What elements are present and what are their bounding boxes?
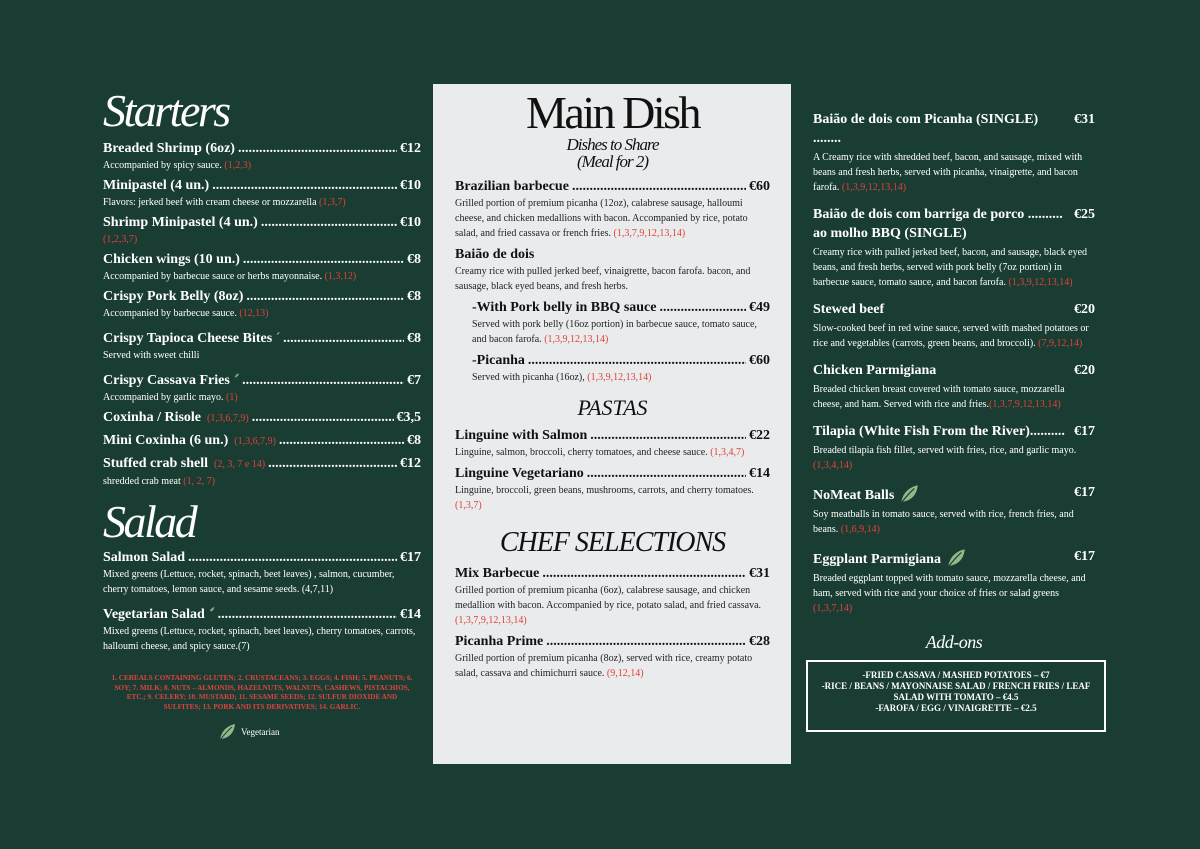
allergen-codes: (12,13)	[239, 308, 269, 319]
dot-leader	[546, 633, 746, 651]
menu-item-description	[455, 196, 770, 241]
description-text: Linguine, salmon, broccoli, cherry tomatoes, and cheese sauce.	[455, 447, 711, 458]
menu-item-row	[813, 361, 1095, 380]
menu-item-description	[813, 571, 1095, 616]
allergen-codes: (1, 2, 7)	[183, 476, 215, 487]
dot-leader	[283, 330, 404, 348]
menu-item	[103, 288, 421, 321]
description-text: Soy meatballs in tomato sauce, served with rice, french fries, and beans.	[813, 509, 1074, 535]
menu-item-name: Coxinha / Risole	[103, 410, 202, 425]
menu-item-description	[472, 370, 770, 385]
menu-item-row	[455, 465, 770, 483]
addon-line: -FAROFA / EGG / VINAIGRETTE – €2.5	[875, 703, 1037, 713]
menu-item-name: NoMeat Balls	[813, 488, 895, 503]
menu-item-description	[813, 245, 1095, 290]
menu-item	[103, 409, 421, 428]
description-text: Accompanied by spicy sauce.	[103, 160, 225, 171]
pastas-list	[455, 427, 770, 513]
menu-item-name-wrap	[813, 205, 1068, 243]
description-text: Mixed greens (Lettuce, rocket, spinach, beet leaves), cherry tomatoes, carrots, halloumi cheese, and spicy sauce.(7)	[103, 626, 416, 652]
description-text: Accompanied by barbecue sauce or herbs mayonnaise.	[103, 271, 325, 282]
menu-item	[103, 214, 421, 247]
menu-item-price: €20	[1074, 363, 1095, 378]
menu-item-name: Chicken wings (10 un.)	[103, 252, 240, 267]
description-text: A Creamy rice with shredded beef, bacon, and sausage, mixed with beans and fresh herbs, served with picanha, vinaigrette, and bacon farofa.	[813, 152, 1083, 193]
description-text: Linguine, broccoli, green beans, mushrooms, carrots, and cherry tomatoes.	[455, 485, 754, 496]
menu-item-name-wrap	[813, 422, 1065, 441]
menu-item-row	[455, 178, 770, 196]
menu-item	[103, 601, 421, 654]
main-dish-subtitle: Dishes to Share	[566, 135, 659, 154]
addons-box	[806, 660, 1106, 732]
menu-item-price: €28	[749, 634, 770, 649]
menu-item-price: €31	[1074, 112, 1095, 127]
menu-item-row	[103, 140, 421, 158]
menu-item-description	[813, 321, 1095, 351]
menu-item-price: €17	[1074, 549, 1095, 564]
leaf-icon	[276, 325, 280, 342]
menu-item-price: €8	[407, 289, 421, 304]
menu-item-row	[455, 565, 770, 583]
menu-item-name: Baião de dois com barriga de porco .......... ao molho BBQ (SINGLE)	[813, 207, 1063, 241]
dot-leader	[587, 465, 746, 483]
menu-item-name: -Picanha	[472, 353, 525, 368]
allergen-codes: (1,3,9,12,13,14)	[1008, 277, 1073, 288]
menu-item-name-wrap	[813, 483, 920, 505]
menu-item-row	[103, 214, 421, 232]
dot-leader	[218, 606, 397, 624]
menu-item	[813, 547, 1095, 616]
menu-item	[455, 246, 770, 294]
menu-item-description	[455, 483, 770, 513]
dot-leader	[268, 455, 397, 473]
menu-item-description	[455, 583, 770, 628]
allergen-codes: (1,3,4,14)	[813, 460, 853, 471]
menu-item	[455, 633, 770, 681]
menu-item	[103, 367, 421, 405]
menu-item-description	[813, 150, 1095, 195]
menu-item-description	[103, 624, 421, 654]
menu-item-name: Mix Barbecue	[455, 566, 540, 581]
pastas-title: PASTAS	[577, 395, 648, 420]
main-dish-panel	[433, 84, 791, 764]
menu-item	[813, 422, 1095, 473]
menu-item-name: -With Pork belly in BBQ sauce	[472, 300, 657, 315]
menu-item-name: Salmon Salad	[103, 550, 186, 565]
menu-item-name: Crispy Pork Belly (8oz)	[103, 289, 244, 304]
chef-selections-list	[455, 565, 770, 681]
menu-item-description	[103, 348, 421, 363]
menu-item	[103, 549, 421, 597]
menu-item	[813, 205, 1095, 290]
menu-item-description	[103, 269, 421, 284]
menu-item-price: €31	[749, 566, 770, 581]
menu-item-description	[455, 264, 770, 294]
menu-item-price: €12	[400, 456, 421, 471]
menu-item-price: €3,5	[396, 410, 421, 425]
menu-item-price: €7	[407, 373, 421, 388]
menu-item	[455, 178, 770, 241]
menu-item-row	[455, 633, 770, 651]
menu-item-row	[103, 177, 421, 195]
menu-item-row	[472, 352, 770, 370]
menu-item	[813, 300, 1095, 351]
menu-item-row	[103, 251, 421, 269]
menu-item-row	[813, 422, 1095, 441]
menu-item-name-wrap	[813, 361, 936, 380]
left-column	[103, 85, 421, 742]
menu-item	[813, 361, 1095, 412]
menu-item-name: Linguine with Salmon	[455, 428, 588, 443]
menu-item-row	[813, 547, 1095, 569]
leaf-icon	[898, 483, 920, 505]
dot-leader	[590, 427, 746, 445]
menu-item-row	[103, 549, 421, 567]
menu-item-row	[103, 325, 421, 348]
dot-leader	[572, 178, 746, 196]
description-text: Breaded chicken breast covered with tomato sauce, mozzarella cheese, and ham. Served with rice and fries.	[813, 384, 1065, 410]
leaf-icon	[209, 601, 215, 618]
leaf-icon	[234, 367, 239, 384]
main-dish-subtitle-2: (Meal for 2)	[576, 152, 649, 171]
allergen-codes: (1,6,9,14)	[840, 524, 880, 535]
dot-leader	[252, 409, 394, 427]
menu-item-name: Crispy Cassava Fries	[103, 373, 230, 388]
menu-item-description	[103, 158, 421, 173]
menu-item-price: €17	[1074, 485, 1095, 500]
allergen-codes: (1,3,7)	[319, 197, 346, 208]
dot-leader	[242, 372, 404, 390]
menu-item-name-wrap	[813, 547, 967, 569]
dot-leader	[212, 177, 397, 195]
description-text: Creamy rice with pulled jerked beef, vinaigrette, bacon farofa. bacon, and sausage, black eyed beans, and fresh herbs.	[455, 266, 751, 292]
menu-item-name: Picanha Prime	[455, 634, 544, 649]
menu-item	[103, 251, 421, 284]
menu-item-description	[103, 567, 421, 597]
menu-item-name: Brazilian barbecue	[455, 179, 569, 194]
menu-item-row	[813, 300, 1095, 319]
leaf-icon	[945, 547, 967, 569]
description-text: Grilled portion of premium picanha (12oz), calabrese sausage, halloumi cheese, and chicken medallions with bacon. Accompanied by rice, potato salad, and fried cassava or french fries.	[455, 198, 748, 239]
main-dish-list	[455, 178, 770, 385]
menu-item	[813, 483, 1095, 537]
menu-item-name: Mini Coxinha (6 un.)	[103, 433, 229, 448]
menu-item	[103, 140, 421, 173]
menu-item-description	[455, 651, 770, 681]
menu-item-price: €8	[407, 252, 421, 267]
description-text: Flavors: jerked beef with cream cheese or mozzarella	[103, 197, 320, 208]
menu-item-price: €60	[749, 179, 770, 194]
menu-item-price: €8	[407, 331, 421, 346]
menu-item-name-wrap	[813, 300, 884, 319]
allergen-codes: (1,3,9,12,13,14)	[587, 372, 652, 383]
menu-item-name: Minipastel (4 un.)	[103, 178, 210, 193]
dot-leader	[279, 432, 404, 450]
allergen-codes: (1,3,7,14)	[813, 603, 853, 614]
starters-list	[103, 140, 421, 489]
menu-item-description	[455, 445, 770, 460]
right-dish-list	[813, 110, 1095, 616]
menu-item	[813, 110, 1095, 195]
leaf-icon	[217, 722, 237, 742]
description-text: Accompanied by barbecue sauce.	[103, 308, 240, 319]
dot-leader	[188, 549, 397, 567]
menu-item-price: €12	[400, 141, 421, 156]
allergen-codes: (9,12,14)	[606, 668, 644, 679]
menu-item-description	[103, 195, 421, 210]
menu-item-description	[103, 474, 421, 489]
starters-title: Starters	[103, 85, 229, 136]
menu-item	[455, 352, 770, 385]
main-dish-title: Main Dish	[526, 87, 699, 138]
allergen-legend: 1. CEREALS CONTAINING GLUTEN; 2. CRUSTACEANS; 3. EGGS; 4. FISH; 5. PEANUTS; 6. SOY; 7. MILK; 8. NUTS – ALMONDS, HAZELNUTS, WALNUTS, CASHEWS, PISTACHIOS, ETC.; 9. CELERY; 10. MUSTARD; 11. SESAME SEEDS; 12. SULFUR DIOXIDE AND SULFITES; 13. PORK AND ITS DERIVATIVES; 14. GARLIC.	[111, 674, 413, 711]
menu-item-row	[103, 409, 421, 428]
description-text: Slow-cooked beef in red wine sauce, served with mashed potatoes or rice and vegetables (carrots, green beans, and broccoli).	[813, 323, 1089, 349]
description-text: Grilled portion of premium picanha (8oz), served with rice, creamy potato salad, cassava and chimichurri sauce.	[455, 653, 753, 679]
menu-item	[455, 465, 770, 513]
dot-leader	[659, 299, 746, 317]
menu-item-description	[472, 317, 770, 347]
description-text: Served with picanha (16oz),	[472, 372, 588, 383]
menu-item-price: €14	[749, 466, 770, 481]
dot-leader	[542, 565, 746, 583]
menu-item-row	[103, 367, 421, 390]
menu-item-description	[813, 443, 1095, 473]
menu-item-allergens: (1,3,6,7,9)	[234, 436, 276, 447]
description-text: shredded crab meat	[103, 476, 184, 487]
menu-item-name: Tilapia (White Fish From the River)..........	[813, 424, 1065, 439]
dot-leader	[246, 288, 404, 306]
vegetarian-label: Vegetarian	[241, 727, 280, 737]
menu-item-description	[813, 382, 1095, 412]
menu-item-description	[103, 306, 421, 321]
menu-item-name: Linguine Vegetariano	[455, 466, 584, 481]
menu-item-row	[455, 246, 770, 264]
right-column	[813, 110, 1095, 653]
allergen-codes: (1,2,3)	[224, 160, 252, 171]
description-text: Grilled portion of premium picanha (6oz), calabrese sausage, and chicken medallion with bacon. Accompanied by rice, potato salad, and fried cassava.	[455, 585, 762, 611]
salad-list	[103, 549, 421, 654]
menu-item-row	[103, 288, 421, 306]
allergen-codes: (1)	[226, 392, 238, 403]
description-text: Served with sweet chilli	[103, 350, 200, 361]
menu-item-row	[103, 455, 421, 474]
menu-item-price: €20	[1074, 302, 1095, 317]
addon-line: -FRIED CASSAVA / MASHED POTATOES – €7	[862, 670, 1050, 680]
menu-item	[103, 325, 421, 363]
addon-line: -RICE / BEANS / MAYONNAISE SALAD / FRENCH FRIES / LEAF SALAD WITH TOMATO – €4.5	[821, 681, 1091, 702]
description-text: Breaded tilapia fish fillet, served with fries, rice, and garlic mayo.	[813, 445, 1077, 456]
menu-item-price: €14	[400, 607, 421, 622]
menu-item-row	[103, 601, 421, 624]
menu-item	[103, 177, 421, 210]
menu-item-name: Eggplant Parmigiana	[813, 552, 941, 567]
menu-item-name: Stewed beef	[813, 302, 885, 317]
menu-item	[455, 299, 770, 347]
salad-title: Salad	[103, 496, 196, 547]
menu-item-price: €25	[1074, 207, 1095, 222]
menu-item-name: Baião de dois com Picanha (SINGLE) ........	[813, 112, 1039, 146]
description-text: Accompanied by garlic mayo.	[103, 392, 227, 403]
menu-item-price: €49	[749, 300, 770, 315]
description-text: Mixed greens (Lettuce, rocket, spinach, beet leaves) , salmon, cucumber, cherry tomatoes, lemon sauce, and sesame seeds. (4,7,11)	[103, 569, 395, 595]
menu-item	[455, 565, 770, 628]
menu-item-price: €10	[400, 178, 421, 193]
menu-item-name: Chicken Parmigiana	[813, 363, 937, 378]
description-text: Served with pork belly (16oz portion) in barbecue sauce, tomato sauce, and bacon farofa.	[472, 319, 757, 345]
menu-item-name-wrap	[813, 110, 1068, 148]
menu-item-price: €8	[407, 433, 421, 448]
menu-item-row	[813, 110, 1095, 148]
allergen-codes: (7,9,12,14)	[1038, 338, 1083, 349]
dot-leader	[261, 214, 397, 232]
menu-item-row	[813, 205, 1095, 243]
menu-item-row	[813, 483, 1095, 505]
allergen-codes: (1,3,7,9,12,13,14)	[455, 615, 527, 626]
allergen-codes: (1,3,9,12,13,14)	[544, 334, 609, 345]
dot-leader	[243, 251, 404, 269]
chef-selections-title: CHEF SELECTIONS	[499, 527, 726, 558]
addons-title: Add-ons	[925, 632, 983, 652]
allergen-codes: (1,3,7,9,12,13,14)	[613, 228, 686, 239]
description-text: Breaded eggplant topped with tomato sauce, mozzarella cheese, and ham, served with rice and your choice of fries or salad greens	[813, 573, 1086, 599]
menu-item-price: €22	[749, 428, 770, 443]
menu-item-price: €17	[400, 550, 421, 565]
menu-item-row	[472, 299, 770, 317]
menu-item-name: Shrimp Minipastel (4 un.)	[103, 215, 258, 230]
allergen-codes: (1,2,3,7)	[103, 234, 138, 245]
allergen-codes: (1,3,9,12,13,14)	[841, 182, 907, 193]
menu-item	[103, 432, 421, 451]
menu-item-description	[103, 232, 421, 247]
menu-item-allergens: (2, 3, 7 e 14)	[214, 459, 266, 470]
menu-item-row	[103, 432, 421, 451]
menu-item-name: Vegetarian Salad	[103, 607, 205, 622]
description-text: Creamy rice with pulled jerked beef, bacon, and sausage, black eyed beans, and fresh herbs, served with pork belly (7oz portion) in barbecue sauce, tomato sauce, and bacon farofa.	[813, 247, 1088, 288]
menu-item-name: Breaded Shrimp (6oz)	[103, 141, 235, 156]
menu-item-price: €17	[1074, 424, 1095, 439]
vegetarian-legend	[213, 722, 421, 742]
menu-item-price: €10	[400, 215, 421, 230]
menu-item-name: Stuffed crab shell	[103, 456, 208, 471]
menu-item-row	[455, 427, 770, 445]
allergen-codes: (1,3,7)	[455, 500, 482, 511]
menu-item-name: Crispy Tapioca Cheese Bites	[103, 331, 273, 346]
menu-item-allergens: (1,3,6,7,9)	[207, 413, 249, 424]
dot-leader	[238, 140, 397, 158]
allergen-codes: (1,3,7,9,12,13,14)	[989, 399, 1061, 410]
allergen-codes: (1,3,12)	[324, 271, 357, 282]
allergen-codes: (1,3,4,7)	[710, 447, 745, 458]
menu-item-price: €60	[749, 353, 770, 368]
menu-item	[103, 455, 421, 489]
menu-item-description	[103, 390, 421, 405]
menu-item-name: Baião de dois	[455, 247, 535, 262]
menu-item	[455, 427, 770, 460]
menu-item-description	[813, 507, 1095, 537]
dot-leader	[528, 352, 746, 370]
